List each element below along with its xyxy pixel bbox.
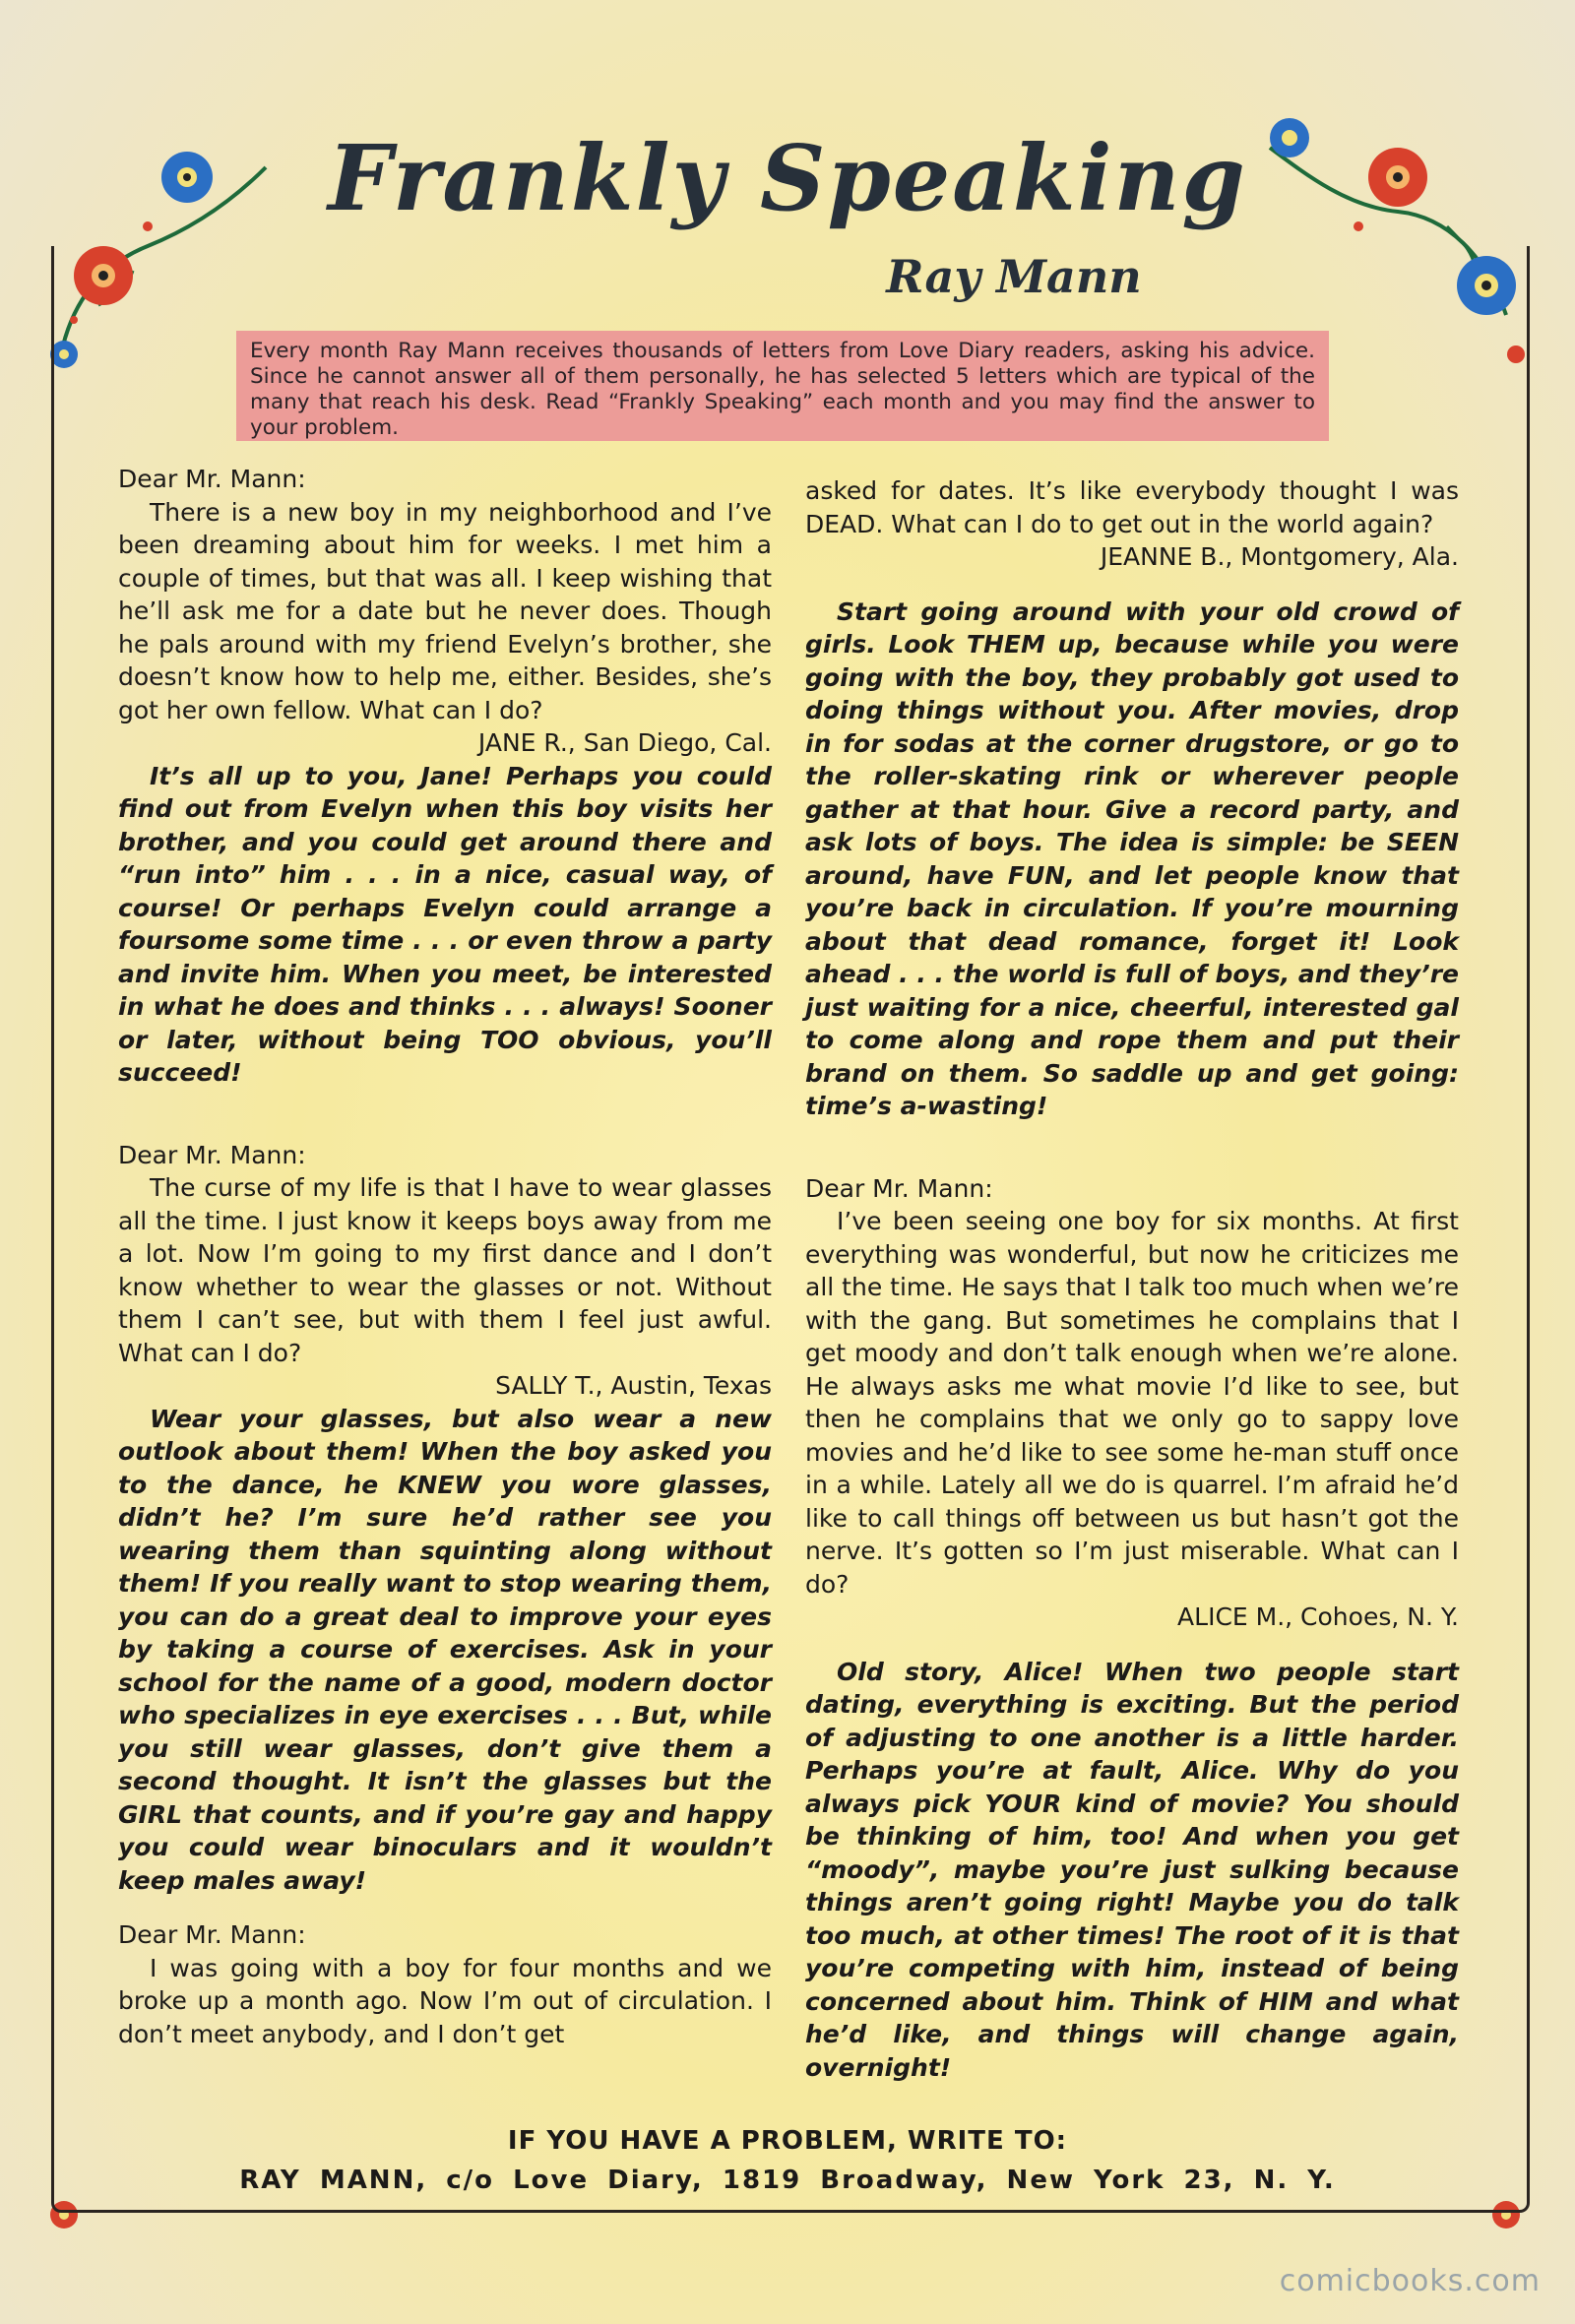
letter-3-body-part1: I was going with a boy for four months and we broke up a month ago. Now I’m out of circulation. I don’t meet anybody, and I don’t get bbox=[118, 1953, 772, 2048]
letter-4-body: I’ve been seeing one boy for six months. At first everything was wonderful, but now he criticizes me all the time. He says that I talk too much when we’re with the gang. But sometimes he complains that I get moody and don’t talk enough when we’re alone. He always asks me what movie I’d like to see, but then he complains that we only go to sappy love movies and he’d like to see some he-man stuff once in a while. Lately all we do is quarrel. I’m afraid he’d like to call things off between us but hasn’t got the nerve. It’s gotten so I’m just miserable. What can I do? bbox=[805, 1207, 1459, 1599]
site-watermark: comicbooks.com bbox=[1279, 2264, 1541, 2298]
letter-1-salutation: Dear Mr. Mann: bbox=[118, 465, 306, 493]
letter-4-answer: Old story, Alice! When two people start dating, everything is exciting. But the period of adjusting to one another is a little harder. Perhaps you’re at fault, Alice. Why do you always pick YOUR kind of movie? You should be thinking of him, too! And when you get “moody”, maybe you’re just sulking because things aren’t going right! Maybe you do talk too much, at other times! The root of it is that you’re competing with him, instead of being concerned about him. Think of HIM and what he’d like, and things will change again, overnight! bbox=[805, 1657, 1459, 2082]
footer-address: RAY MANN, c/o Love Diary, 1819 Broadway, New York 23, N. Y. bbox=[239, 2166, 1336, 2195]
letter-3-answer: Start going around with your old crowd of girls. Look THEM up, because while you were going with the boy, they probably got used to doing things without you. After movies, drop in for sodas at the corner drugstore, or go to the roller-skating rink or wherever people gather at that hour. Give a record party, and ask lots of boys. The idea is simple: be SEEN around, have FUN, and let people know that you’re back in circulation. If you’re mourning about that dead romance, forget it! Look ahead . . . the world is full of boys, and they’re just waiting for a nice, cheerful, interested gal to come along and rope them and put their brand on them. So saddle up and get going: time’s a-wasting! bbox=[805, 597, 1459, 1120]
columnist-name: Ray Mann bbox=[886, 250, 1142, 303]
letter-1-body: There is a new boy in my neighborhood and I’ve been dreaming about him for weeks. I met him a couple of times, but that was all. I keep wishing that he’ll ask me for a date but he never does. Though he pals around with my friend Evelyn’s brother, she doesn’t know how to help me, either. Besides, she’s got her own fellow. What can I do? bbox=[118, 497, 772, 724]
letter-3-salutation: Dear Mr. Mann: bbox=[118, 1920, 306, 1949]
page-title: Frankly Speaking bbox=[328, 125, 1247, 231]
letter-2-body: The curse of my life is that I have to wear glasses all the time. I just know it keeps boys away from me a lot. Now I’m going to my first dance and I don’t know whether to wear the glasses or not. Without them I can’t see, but with them I feel just awful. What can I do? bbox=[118, 1173, 772, 1367]
letter-3-body-part2: asked for dates. It’s like everybody thought I was DEAD. What can I do to get out in the world again? bbox=[805, 476, 1459, 538]
letter-3-signature: JEANNE B., Montgomery, Ala. bbox=[1100, 542, 1459, 571]
right-column bbox=[805, 474, 1459, 2084]
letter-2-signature: SALLY T., Austin, Texas bbox=[495, 1371, 772, 1400]
letter-4-signature: ALICE M., Cohoes, N. Y. bbox=[1177, 1602, 1459, 1631]
footer-prompt: IF YOU HAVE A PROBLEM, WRITE TO: bbox=[507, 2126, 1068, 2156]
intro-box: Every month Ray Mann receives thousands of letters from Love Diary readers, asking his advice. Since he cannot answer all of them personally, he has selected 5 letters which are typical of the many that reach his desk. Read “Frankly Speaking” each month and you may find the answer to your problem. bbox=[236, 331, 1329, 441]
letter-1-signature: JANE R., San Diego, Cal. bbox=[477, 728, 772, 757]
letter-2-answer: Wear your glasses, but also wear a new outlook about them! When the boy asked you to the dance, he KNEW you wore glasses, didn’t he? I’m sure he’d rather see you wearing them than squinting along without them! If you really want to stop wearing them, you can do a great deal to improve your eyes by taking a course of exercises. Ask in your school for the name of a good, modern doctor who specializes in eye exercises . . . But, while you still wear glasses, don’t give them a second thought. It isn’t the glasses but the GIRL that counts, and if you’re gay and happy you could wear binoculars and it wouldn’t keep males away! bbox=[118, 1404, 772, 1895]
letter-2-salutation: Dear Mr. Mann: bbox=[118, 1140, 306, 1169]
letter-4-salutation: Dear Mr. Mann: bbox=[805, 1173, 993, 1203]
letter-1-answer: It’s all up to you, Jane! Perhaps you could find out from Evelyn when this boy visits her brother, and you could get around there and “run into” him . . . in a nice, casual way, of course! Or perhaps Evelyn could arrange a foursome some time . . . or even throw a party and invite him. When you meet, be interested in what he does and thinks . . . always! Sooner or later, without being TOO obvious, you’ll succeed! bbox=[118, 761, 772, 1087]
left-column bbox=[118, 463, 772, 2050]
